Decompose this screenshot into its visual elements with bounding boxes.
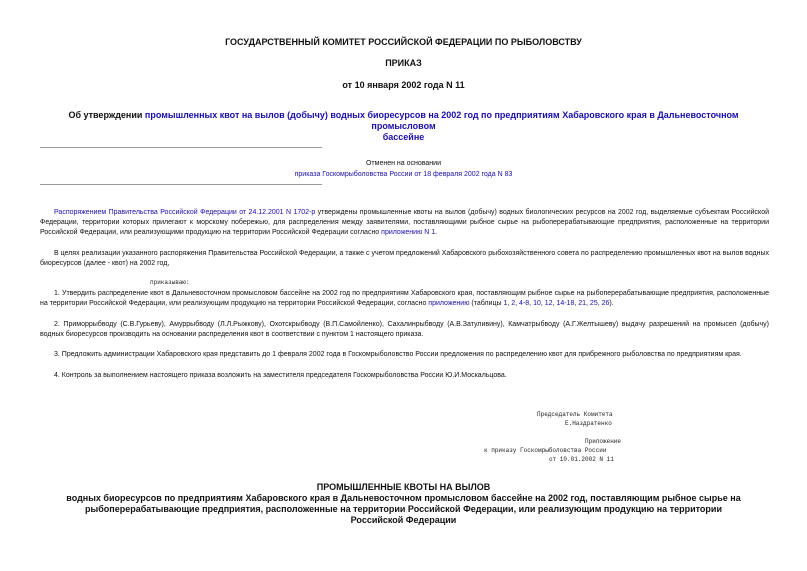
table-link-12[interactable]: 12 bbox=[544, 300, 553, 307]
item-1-paragraph: 1. Утвердить распределение квот в Дальневосточном промысловом бассейне на 2002 год по предприятиям Хабаровского края, поставляющим рыбное сырье на рыбоперерабатывающие предприятия, расположенные на территории Российской Федерации, или реализующим продукцию на территории Российской Федерации, согласно приложению (таблицы 1, 2, 4-8, 10, 12, 14-18, 21, 25, 26). bbox=[40, 290, 769, 307]
item-3-paragraph bbox=[40, 350, 769, 360]
annex-link[interactable]: приложению bbox=[428, 300, 470, 307]
doc-type-heading: ПРИКАЗ bbox=[385, 58, 422, 68]
divider-top bbox=[40, 147, 322, 148]
table-link-1[interactable]: 1 bbox=[503, 300, 508, 307]
item-2-text: 2. Приморрыбводу (С.В.Гурьеву), Амуррыбводу (Л.Л.Рыжкову), Охотскрыбводу (В.П.Самойленко), Сахалинрыбводу (А.В.Затуливину), Камчатрыбводу (А.Г.Желтышеву) выдачу разрешений на промысел (добычу) водных биоресурсов производить на основании распределения квот в соответствии с пунктом 1 настоящего приказа. bbox=[40, 321, 769, 338]
annex-heading-rest: водных биоресурсов по предприятиям Хабаровского края в Дальневосточном промысловом бассейне на 2002 год, поставляющим рыбное сырье на рыбоперерабатывающие предприятия, расположенные на территории Российской Федерации, или реализующим продукцию на территории Российской Федерации bbox=[66, 493, 741, 525]
title-prefix: Об утверждении bbox=[68, 110, 145, 120]
purpose-text: В целях реализации указанного распоряжения Правительства Российской Федерации, а также с учетом предложений Хабаровского рыбохозяйственного совета по распределению промышленных квот на вылов водных биоресурсов (далее - квот) на 2002 год, bbox=[40, 250, 769, 267]
signature-position: Председатель Комитета bbox=[537, 411, 613, 418]
item-3-text: 3. Предложить администрации Хабаровского края представить до 1 февраля 2002 года в Госкомрыболовство России предложения по распределению квот для прибрежного рыболовства по предприятиям края. bbox=[54, 351, 742, 358]
divider-bottom bbox=[40, 184, 322, 185]
signature-name: Е.Наздратенко bbox=[565, 420, 612, 427]
committee-heading: ГОСУДАРСТВЕННЫЙ КОМИТЕТ РОССИЙСКОЙ ФЕДЕРАЦИИ ПО РЫБОЛОВСТВУ bbox=[225, 37, 582, 47]
cancel-note-label: Отменен на основании bbox=[365, 160, 441, 167]
cancel-note-link-wrap bbox=[0, 169, 807, 180]
item-1-text: 1. Утвердить распределение квот в Дальневосточном промысловом бассейне на 2002 год по предприятиям Хабаровского края, поставляющим рыбное сырье на рыбоперерабатывающие предприятия, расположенные на территории Российской Федерации, или реализующим продукцию на территории Российской Федерации, согласно bbox=[40, 290, 769, 307]
annex-ref-label: Приложение bbox=[585, 438, 622, 445]
table-link-14-18[interactable]: 14-18 bbox=[556, 300, 575, 307]
table-link-25[interactable]: 25 bbox=[589, 300, 598, 307]
date-number-heading: от 10 января 2002 года N 11 bbox=[342, 80, 465, 90]
order-word: приказываю: bbox=[150, 279, 190, 286]
annex-heading bbox=[60, 482, 747, 526]
preamble-text: утверждены промышленные квоты на вылов (добычу) водных биологических ресурсов на 2002 год, выделяемые субъектам Российской Федерации, территории которых прилегают к морскому побережью, для распределения между заявителями, поставляющими рыбное сырье на рыбоперерабатывающие предприятия, расположенные на территории Российской Федерации, или реализующими продукцию на территории Российской Федерации согласно bbox=[40, 209, 769, 236]
title-link[interactable]: промышленных квот на вылов (добычу) водных биоресурсов на 2002 год по предприятиям Хабаровского края в Дальневосточном промысловом bbox=[144, 110, 739, 131]
annex-heading-line1: ПРОМЫШЛЕННЫЕ КВОТЫ НА ВЫЛОВ bbox=[316, 482, 491, 492]
document-title bbox=[40, 110, 767, 143]
annex-1-link[interactable]: приложению N 1 bbox=[381, 229, 436, 236]
table-link-10[interactable]: 10 bbox=[533, 300, 541, 307]
item-2-paragraph bbox=[40, 320, 769, 340]
cancel-order-link[interactable]: приказа Госкомрыболовства России от 18 февраля 2002 года N 83 bbox=[294, 171, 513, 178]
government-decree-link[interactable]: Распоряжением Правительства Российской Федерации от 24.12.2001 N 1702-р bbox=[54, 209, 316, 216]
annex-ref-date: от 10.01.2002 N 11 bbox=[549, 456, 614, 463]
table-link-26[interactable]: 26 bbox=[601, 300, 610, 307]
table-link-21[interactable]: 21 bbox=[578, 300, 587, 307]
table-link-2[interactable]: 2 bbox=[511, 300, 516, 307]
annex-ref-order: к приказу Госкомрыболовства России bbox=[484, 447, 607, 454]
title-link-suffix[interactable]: бассейне bbox=[382, 132, 425, 142]
item-4-paragraph bbox=[40, 371, 769, 381]
table-link-4-8[interactable]: 4-8 bbox=[519, 300, 530, 307]
item-4-text: 4. Контроль за выполнением настоящего приказа возложить на заместителя председателя Госкомрыболовства России Ю.И.Москальцова. bbox=[54, 372, 507, 379]
preamble-paragraph: Распоряжением Правительства Российской Федерации от 24.12.2001 N 1702-р утверждены промышленные квоты на вылов (добычу) водных биологических ресурсов на 2002 год, выделяемые субъектам Российской Федерации, территории которых прилегают к морскому побережью, для распределения между заявителями, поставляющими рыбное сырье на рыбоперерабатывающие предприятия, расположенные на территории Российской Федерации, или реализующими продукцию на территории Российской Федерации согласно приложению N 1. bbox=[40, 209, 769, 236]
purpose-paragraph bbox=[40, 249, 769, 269]
